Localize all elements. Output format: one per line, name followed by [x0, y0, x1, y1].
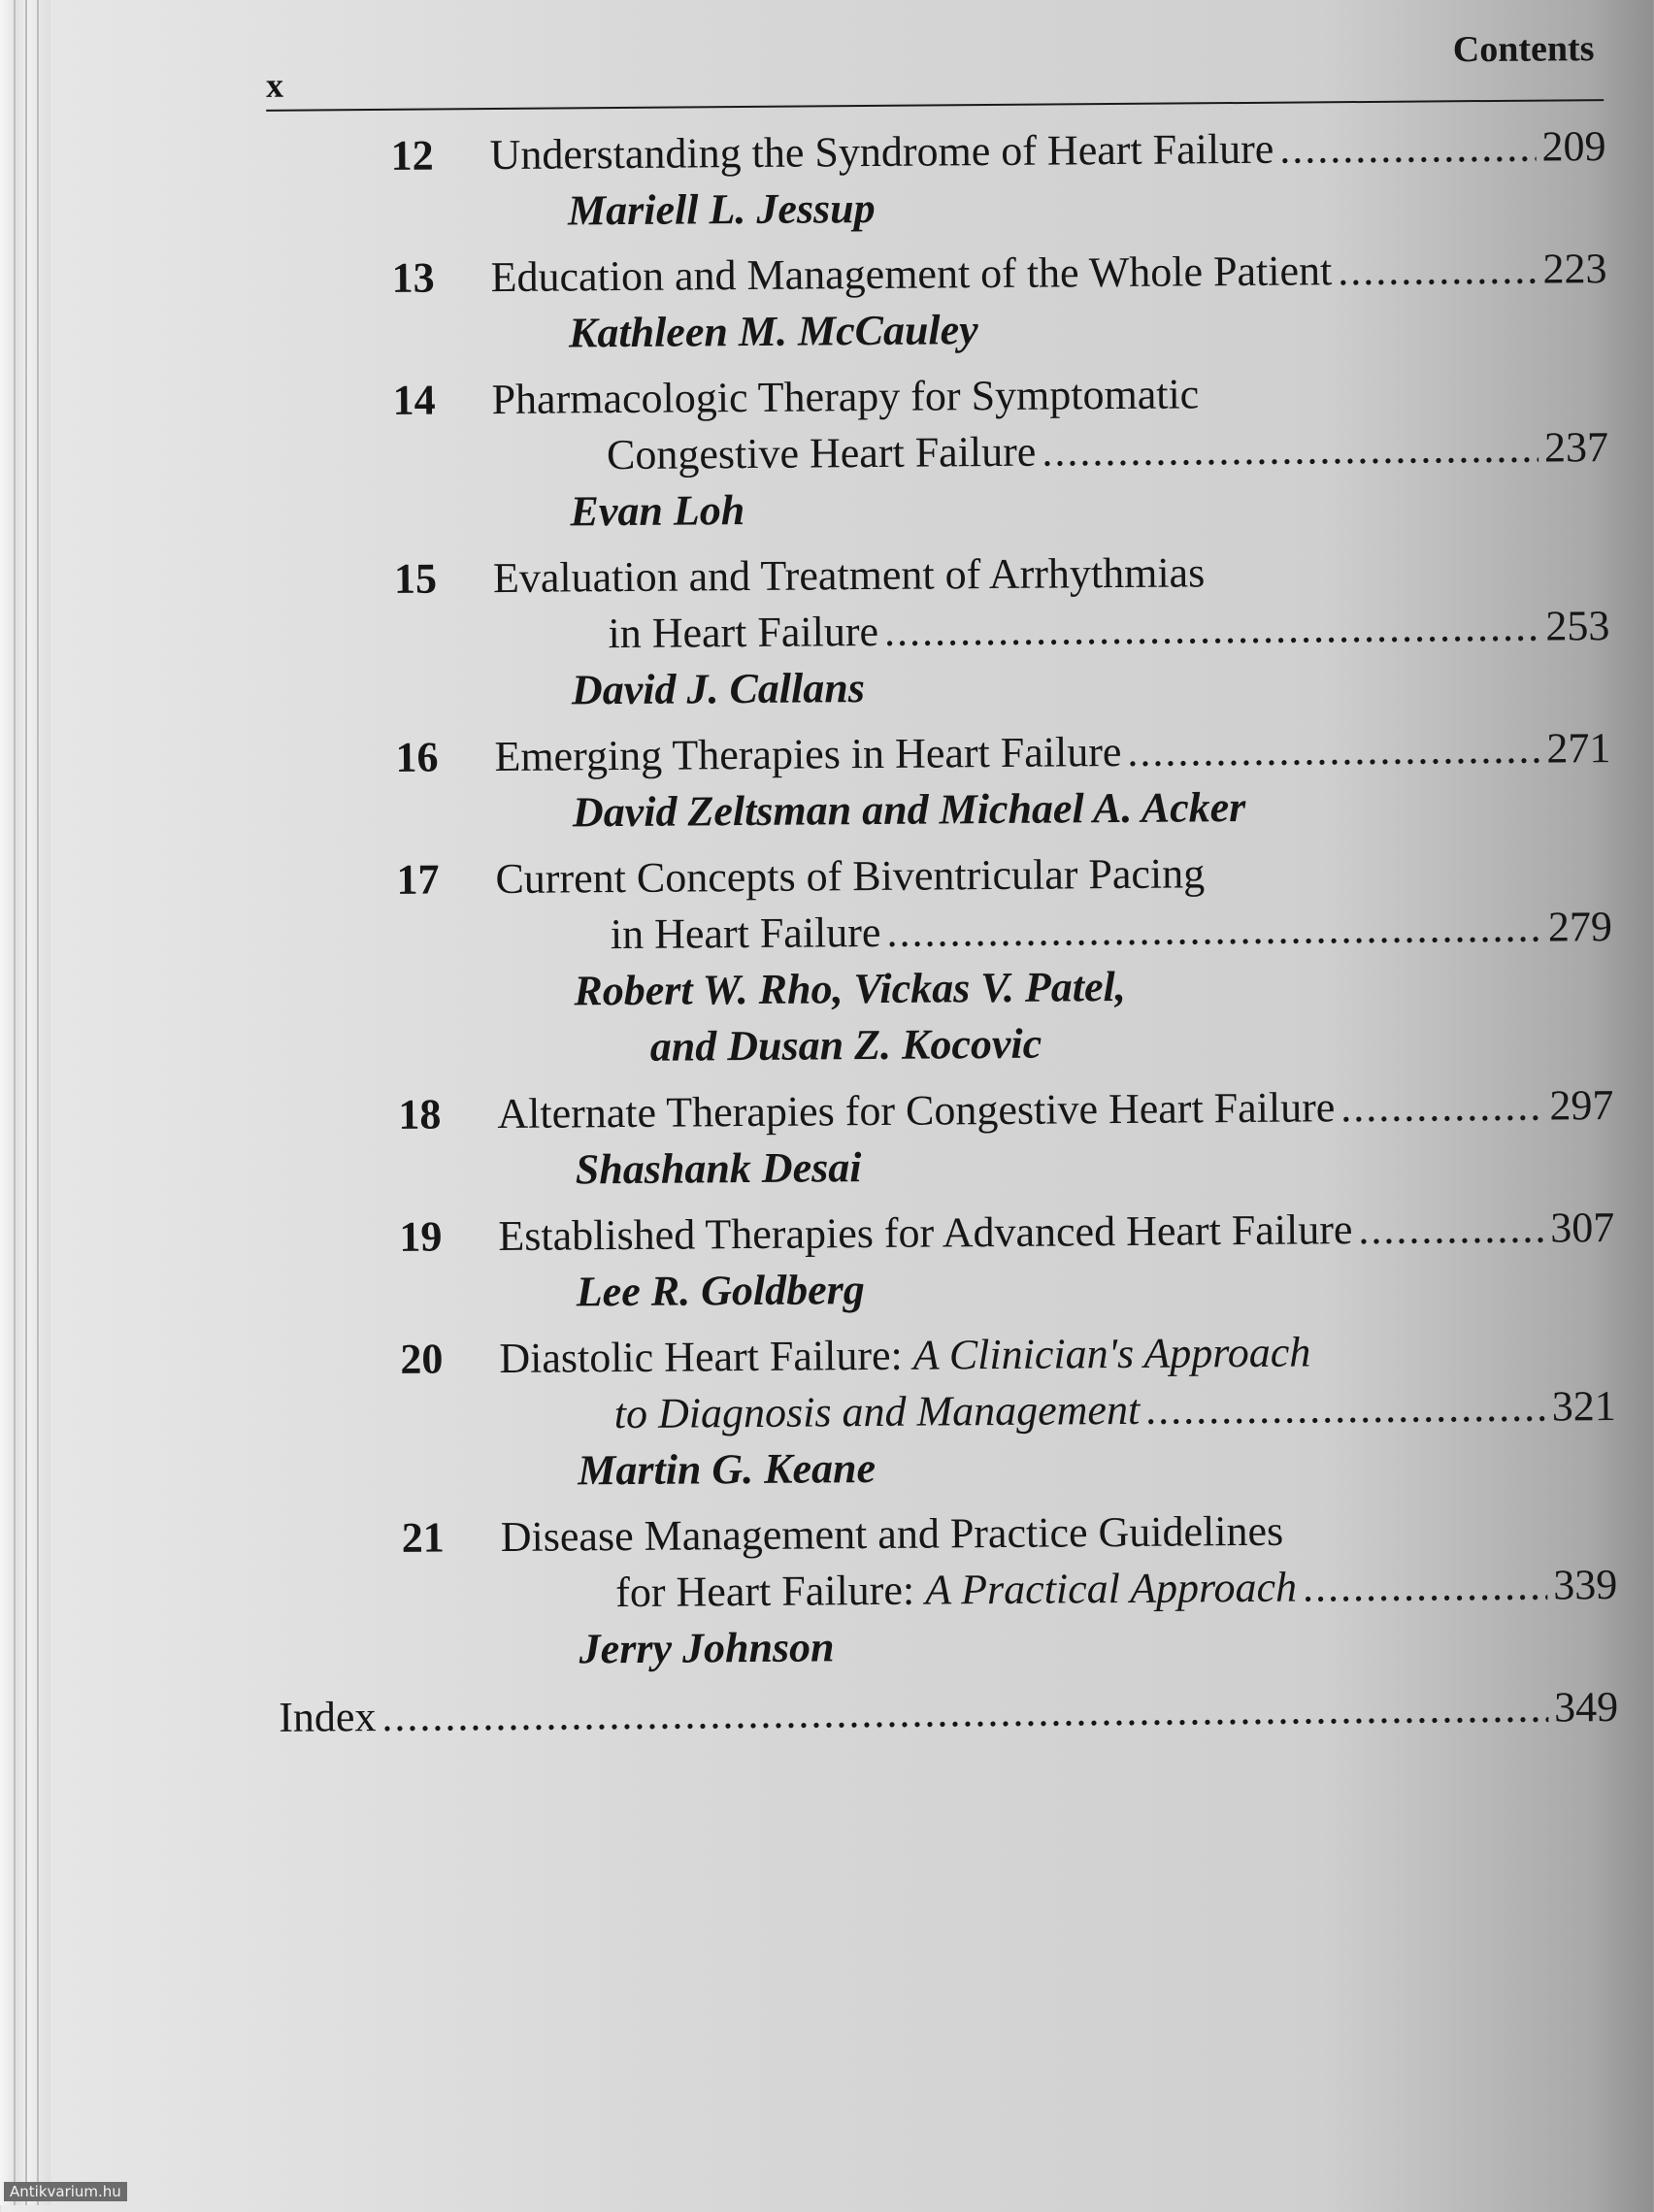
chapter-author: Shashank Desai	[575, 1143, 862, 1194]
chapter-title: Pharmacologic Therapy for Symptomatic	[491, 370, 1200, 424]
toc-entry-12	[266, 118, 1606, 242]
chapter-title: Education and Management of the Whole Patient	[490, 247, 1333, 302]
chapter-title: Disease Management and Practice Guidelines	[500, 1506, 1284, 1562]
leader-dots	[1338, 242, 1538, 300]
chapter-number: 18	[398, 1090, 442, 1139]
chapter-author: Martin G. Keane	[578, 1443, 877, 1495]
chapter-number: 17	[396, 855, 440, 904]
toc-entry-13	[267, 241, 1607, 364]
page-ref: 339	[1553, 1560, 1618, 1609]
chapter-number: 20	[400, 1335, 444, 1383]
chapter-subtitle: A Clinician's Approach	[912, 1328, 1311, 1379]
chapter-author: Lee R. Goldberg	[576, 1266, 865, 1316]
chapter-number: 16	[395, 733, 439, 781]
chapter-title: Alternate Therapies for Congestive Heart Failure	[497, 1083, 1336, 1139]
chapter-title-cont: in Heart Failure	[610, 908, 881, 959]
page-ref: 297	[1549, 1081, 1614, 1130]
chapter-title-main: Diastolic Heart Failure:	[499, 1331, 903, 1383]
chapter-title: Established Therapies for Advanced Heart Failure	[498, 1205, 1353, 1261]
chapter-title: Understanding the Syndrome of Heart Failure	[489, 124, 1274, 180]
table-of-contents	[266, 118, 1618, 1746]
watermark-text: Antikvarium.hu	[4, 2182, 127, 2201]
leader-dots	[884, 599, 1540, 660]
chapter-number: 12	[390, 131, 434, 180]
page-ref: 307	[1550, 1204, 1615, 1252]
chapter-number: 15	[393, 554, 438, 603]
chapter-number: 13	[391, 253, 435, 302]
page-ref: 237	[1543, 423, 1609, 472]
page-ref: 279	[1547, 903, 1613, 951]
chapter-subtitle: A Practical Approach	[924, 1563, 1298, 1614]
chapter-author: Mariell L. Jessup	[567, 183, 876, 235]
chapter-number: 19	[399, 1212, 443, 1261]
chapter-author: Kathleen M. McCauley	[568, 306, 978, 357]
page-ref: 349	[1554, 1682, 1619, 1732]
toc-entry-18	[274, 1077, 1614, 1201]
header-rule	[266, 99, 1604, 112]
page-ref: 321	[1551, 1382, 1616, 1431]
leader-dots	[1127, 721, 1540, 780]
chapter-author-cont: and Dusan Z. Kocovic	[649, 1019, 1042, 1071]
running-header: Contents	[1452, 28, 1595, 71]
toc-entry-20	[276, 1322, 1616, 1502]
toc-entry-14	[268, 363, 1608, 543]
leader-dots	[886, 900, 1542, 961]
chapter-author: David Zeltsman and Michael A. Acker	[572, 782, 1246, 837]
toc-entry-16	[271, 720, 1611, 843]
leader-dots	[1042, 420, 1538, 480]
toc-entry-index	[279, 1679, 1618, 1746]
toc-entry-15	[270, 542, 1610, 721]
page-ref: 223	[1542, 245, 1607, 293]
chapter-author: Evan Loh	[570, 486, 745, 536]
chapter-number: 14	[392, 376, 436, 424]
index-label: Index	[279, 1693, 377, 1741]
chapter-author: David J. Callans	[571, 664, 866, 714]
chapter-number: 21	[401, 1513, 445, 1562]
leader-dots	[1145, 1379, 1546, 1438]
chapter-title-cont: in Heart Failure	[608, 607, 879, 658]
leader-dots	[381, 1680, 1548, 1745]
toc-entry-19	[275, 1200, 1615, 1323]
chapter-title	[499, 1324, 1310, 1387]
page-ref: 209	[1541, 122, 1606, 171]
leader-dots	[1279, 119, 1537, 178]
toc-entry-17	[272, 842, 1613, 1078]
toc-entry-21	[278, 1501, 1618, 1680]
page-ref: 253	[1545, 602, 1610, 650]
leader-dots	[1358, 1201, 1544, 1259]
chapter-author: Robert W. Rho, Vickas V. Patel,	[574, 962, 1126, 1015]
chapter-title-cont: Congestive Heart Failure	[606, 427, 1037, 479]
page-number: x	[265, 65, 284, 105]
chapter-subtitle-cont: to Diagnosis and Management	[613, 1385, 1141, 1438]
leader-dots	[1340, 1078, 1543, 1137]
chapter-title: Emerging Therapies in Heart Failure	[494, 727, 1122, 781]
chapter-title-part: for Heart Failure:	[615, 1566, 915, 1617]
chapter-title: Current Concepts of Biventricular Pacing	[495, 849, 1206, 904]
chapter-title: Evaluation and Treatment of Arrhythmias	[492, 548, 1206, 603]
leader-dots	[1303, 1558, 1548, 1616]
chapter-author: Jerry Johnson	[579, 1623, 835, 1673]
page-ref: 271	[1546, 724, 1611, 773]
chapter-title-cont	[615, 1560, 1297, 1622]
